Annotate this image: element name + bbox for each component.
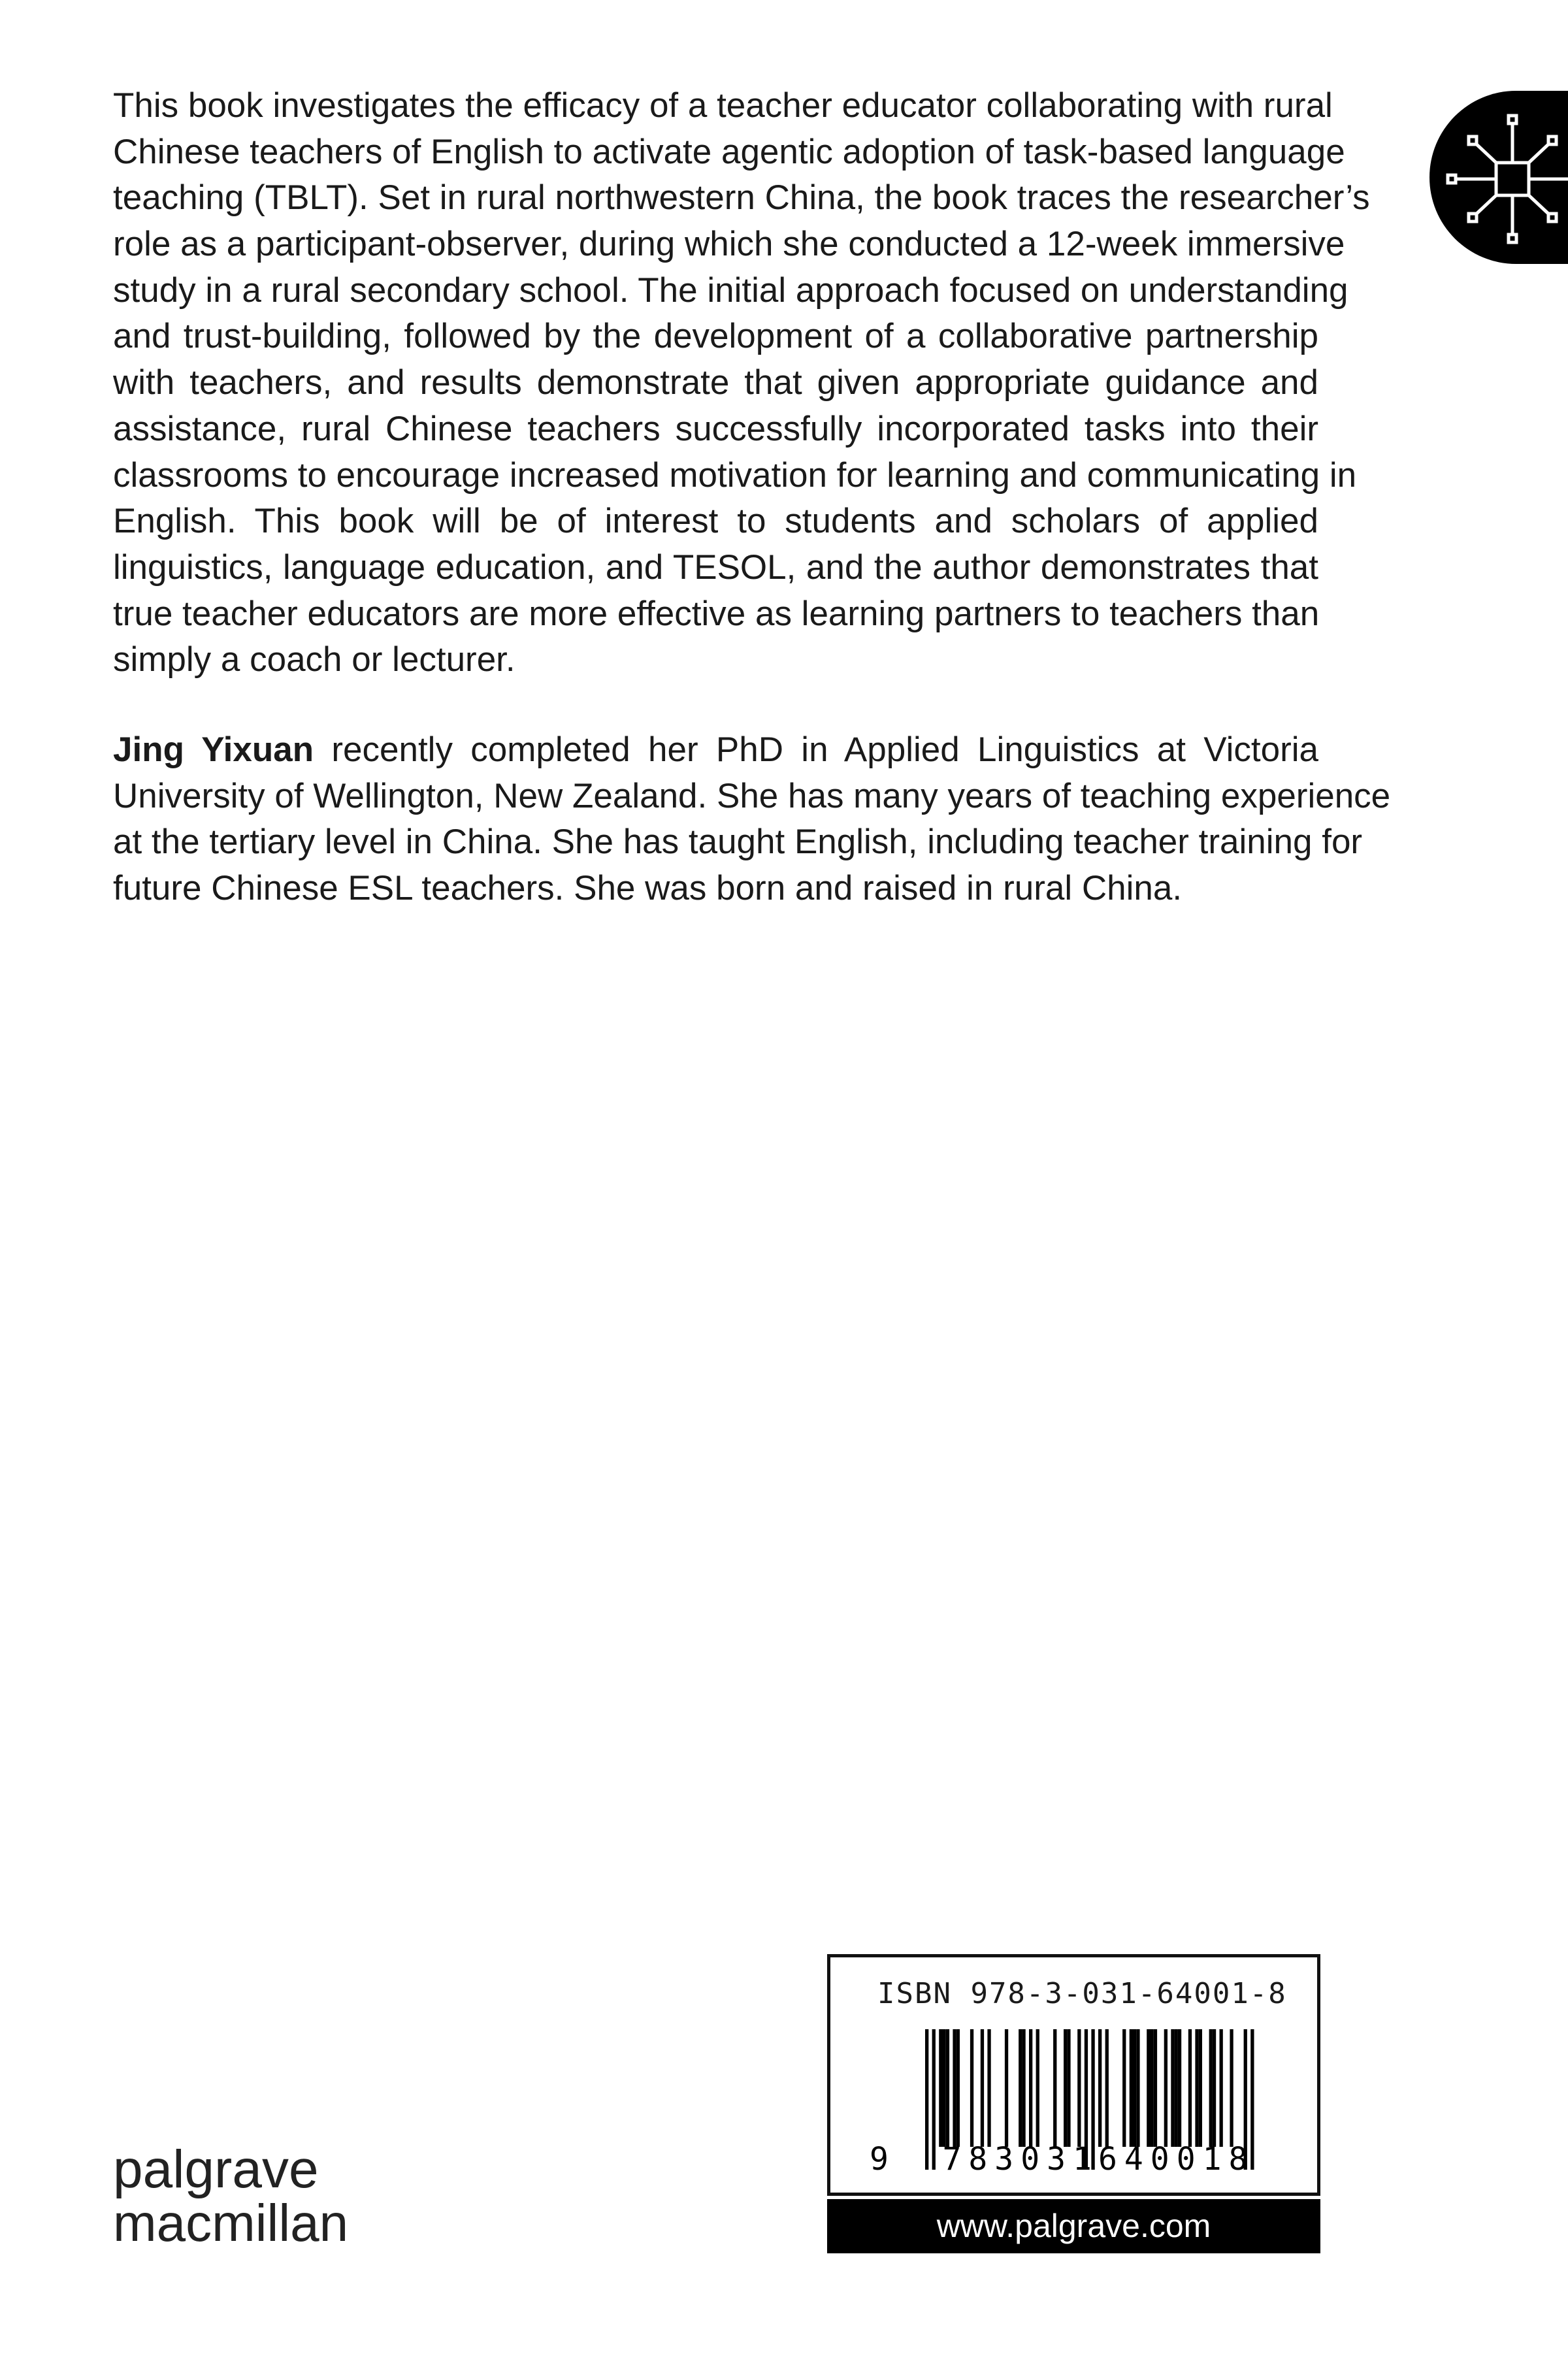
barcode-bar bbox=[1171, 2029, 1174, 2147]
barcode-bar bbox=[1209, 2029, 1213, 2147]
author-bio bbox=[113, 727, 1391, 912]
barcode-bar bbox=[987, 2029, 990, 2147]
barcode-bar bbox=[1178, 2029, 1181, 2147]
description-line: role as a participant-observer, during which she conducted a 12-week immersive bbox=[113, 225, 1345, 264]
publisher-url[interactable]: www.palgrave.com bbox=[827, 2199, 1320, 2253]
barcode-bar bbox=[946, 2029, 949, 2147]
isbn-barcode bbox=[827, 1954, 1320, 2196]
barcode-bar bbox=[970, 2029, 973, 2147]
barcode-digits: 9 bbox=[870, 2141, 896, 2178]
barcode-bar bbox=[1005, 2029, 1008, 2147]
description-line: Chinese teachers of English to activate agentic adoption of task-based language bbox=[113, 132, 1345, 171]
barcode-bar bbox=[1213, 2029, 1216, 2147]
publisher-logo: palgrave macmillan bbox=[113, 2140, 349, 2252]
barcode-digits: 640018 bbox=[1098, 2141, 1255, 2178]
barcode-bar bbox=[939, 2029, 942, 2147]
barcode-bar bbox=[1175, 2029, 1178, 2147]
description-line: teaching (TBLT). Set in rural northwestern China, the book traces the researcher’s bbox=[113, 178, 1370, 218]
barcode-bar bbox=[1053, 2029, 1056, 2147]
bio-line: future Chinese ESL teachers. She was born and raised in rural China. bbox=[113, 869, 1183, 908]
barcode-bar bbox=[953, 2029, 956, 2147]
description-line: with teachers, and results demonstrate that given appropriate guidance and bbox=[113, 363, 1318, 402]
book-description bbox=[113, 83, 1370, 683]
barcode-bar bbox=[956, 2029, 960, 2147]
description-line: true teacher educators are more effective as learning partners to teachers than bbox=[113, 594, 1320, 633]
barcode-bars bbox=[830, 1957, 1317, 2193]
barcode-bar bbox=[1199, 2029, 1202, 2147]
description-line: This book investigates the efficacy of a teacher educator collaborating with rural bbox=[113, 86, 1333, 125]
barcode-bar bbox=[1154, 2029, 1157, 2147]
description-line: linguistics, language education, and TESOL, and the author demonstrates that bbox=[113, 547, 1318, 587]
barcode-bar bbox=[1164, 2029, 1168, 2147]
barcode-bar bbox=[1220, 2029, 1223, 2147]
barcode-bar bbox=[1133, 2029, 1136, 2147]
barcode-bar bbox=[1230, 2029, 1233, 2147]
bio-line: at the tertiary level in China. She has taught English, including teacher training for bbox=[113, 823, 1363, 862]
barcode-bar bbox=[1105, 2029, 1109, 2147]
description-line: and trust-building, followed by the development of a collaborative partnership bbox=[113, 317, 1318, 356]
circuit-hub-icon bbox=[1429, 91, 1568, 264]
barcode-bar bbox=[1098, 2029, 1102, 2147]
barcode-bar bbox=[1195, 2029, 1198, 2147]
barcode-bar bbox=[1019, 2029, 1022, 2147]
description-line: simply a coach or lecturer. bbox=[113, 640, 515, 679]
barcode-bar bbox=[943, 2029, 946, 2147]
barcode-bar bbox=[1036, 2029, 1039, 2147]
description-line: assistance, rural Chinese teachers successfully incorporated tasks into their bbox=[113, 409, 1318, 448]
barcode-digits: 783031 bbox=[942, 2141, 1099, 2178]
description-line: classrooms to encourage increased motivation for learning and communicating in bbox=[113, 455, 1357, 495]
description-line: English. This book will be of interest to students and scholars of applied bbox=[113, 502, 1318, 541]
barcode-bar bbox=[1022, 2029, 1025, 2147]
series-logo bbox=[1429, 91, 1568, 264]
barcode-bar bbox=[932, 2029, 936, 2170]
bio-line: University of Wellington, New Zealand. She has many years of teaching experience bbox=[113, 776, 1391, 815]
barcode-bar bbox=[925, 2029, 928, 2170]
bio-line: Jing Yixuan recently completed her PhD in Applied Linguistics at Victoria bbox=[113, 730, 1318, 769]
barcode-bar bbox=[1188, 2029, 1192, 2147]
barcode-bar bbox=[981, 2029, 984, 2147]
barcode-bar bbox=[1077, 2029, 1081, 2147]
isbn-label: ISBN 978-3-031-64001-8 bbox=[877, 1977, 1287, 2010]
description-line: study in a rural secondary school. The initial approach focused on understanding bbox=[113, 270, 1348, 310]
barcode-bar bbox=[1029, 2029, 1032, 2147]
barcode-bar bbox=[1151, 2029, 1154, 2147]
barcode-bar bbox=[1130, 2029, 1133, 2147]
barcode-bar bbox=[1136, 2029, 1139, 2147]
barcode-bar bbox=[1067, 2029, 1070, 2147]
author-name: Jing Yixuan bbox=[113, 730, 314, 769]
barcode-bar bbox=[1122, 2029, 1126, 2147]
barcode-bar bbox=[1147, 2029, 1150, 2147]
barcode-bar bbox=[1064, 2029, 1067, 2147]
